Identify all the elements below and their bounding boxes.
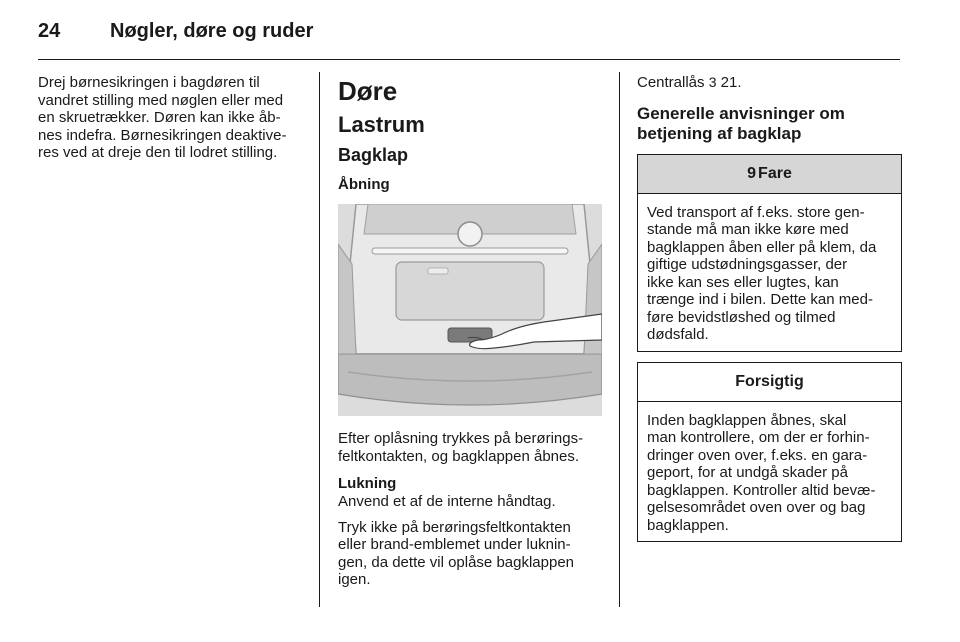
text-line: bagklappen. (647, 516, 729, 534)
ref-text: Centrallås (637, 74, 705, 91)
text-line: Efter oplåsning trykkes på berørings- (338, 430, 584, 447)
text-line: res ved at dreje den til lodret stilling. (38, 144, 278, 161)
text-line: ikke kan ses eller lugtes, kan (647, 273, 839, 291)
text-line: nes indefra. Børnesikringen deaktive- (38, 126, 287, 144)
opening-instructions (338, 430, 610, 465)
text-line: stande må man ikke køre med (647, 221, 849, 238)
ref-page: 21. (720, 74, 742, 91)
danger-body (638, 194, 901, 354)
heading-cargo: Lastrum (338, 112, 425, 137)
heading-general-instructions (637, 104, 902, 144)
heading-line: betjening af bagklap (637, 123, 802, 143)
text-line: dødsfald. (647, 326, 709, 343)
text-line: bagklappen åben eller på klem, da (647, 238, 877, 256)
text-line: man kontrollere, om der er forhin- (647, 429, 870, 446)
heading-line: Generelle anvisninger om (637, 103, 845, 123)
heading-tailgate: Bagklap (338, 145, 409, 165)
tailgate-hand-illustration (338, 204, 602, 416)
danger-box (637, 154, 902, 352)
heading-closing: Lukning (338, 475, 397, 492)
text-line: bagklappen. Kontroller altid bevæ- (647, 481, 876, 499)
text-line: Inden bagklappen åbnes, skal (647, 411, 847, 429)
text-line: føre bevidstløshed og tilmed (647, 308, 836, 326)
page-header (38, 14, 900, 54)
text-line: giftige udstødningsgasser, der (647, 256, 848, 273)
text-line: geport, for at undgå skader på (647, 464, 848, 481)
text-line: feltkontakten, og bagklappen åbnes. (338, 447, 580, 465)
heading-opening: Åbning (338, 176, 390, 193)
caution-title: Forsigtig (735, 372, 804, 390)
caution-header (638, 363, 901, 402)
chapter-title: Nøgler, døre og ruder (110, 20, 314, 42)
text-line: Ved transport af f.eks. store gen- (647, 203, 865, 221)
child-lock-paragraph (38, 74, 310, 162)
caution-body (638, 402, 901, 545)
text-line: en skruetrækker. Døren kan ikke åb- (38, 109, 281, 126)
heading-doors: Døre (338, 76, 398, 106)
text-line: Tryk ikke på berøringsfeltkontakten (338, 518, 571, 536)
column-divider-1 (319, 72, 320, 607)
closing-note (338, 519, 610, 589)
text-line: trænge ind i bilen. Dette kan med- (647, 291, 873, 308)
text-line: vandret stilling med nøglen eller med (38, 91, 284, 109)
text-line: Drej børnesikringen i bagdøren til (38, 74, 260, 91)
text-line: gen, da dette vil oplåse bagklappen (338, 553, 575, 571)
header-divider (38, 59, 900, 60)
warning-triangle-icon: 9 (747, 164, 757, 182)
text-line: dringer oven over, f.eks. en gara- (647, 446, 868, 464)
column-right (637, 74, 902, 552)
tailgate-figure-svg (338, 204, 602, 416)
column-middle (338, 74, 610, 589)
cross-reference (637, 74, 902, 92)
column-left (38, 74, 310, 162)
column-divider-2 (619, 72, 620, 607)
caution-box (637, 362, 902, 542)
text-line: eller brand-emblemet under luknin- (338, 536, 571, 553)
text-line: igen. (338, 571, 371, 588)
closing-instruction: Anvend et af de interne håndtag. (338, 493, 556, 510)
danger-header (638, 155, 901, 194)
reference-arrow-icon: 3 (708, 74, 717, 90)
page-number: 24 (38, 20, 61, 42)
danger-title: Fare (758, 164, 792, 182)
text-line: gelsesområdet oven over og bag (647, 499, 866, 516)
